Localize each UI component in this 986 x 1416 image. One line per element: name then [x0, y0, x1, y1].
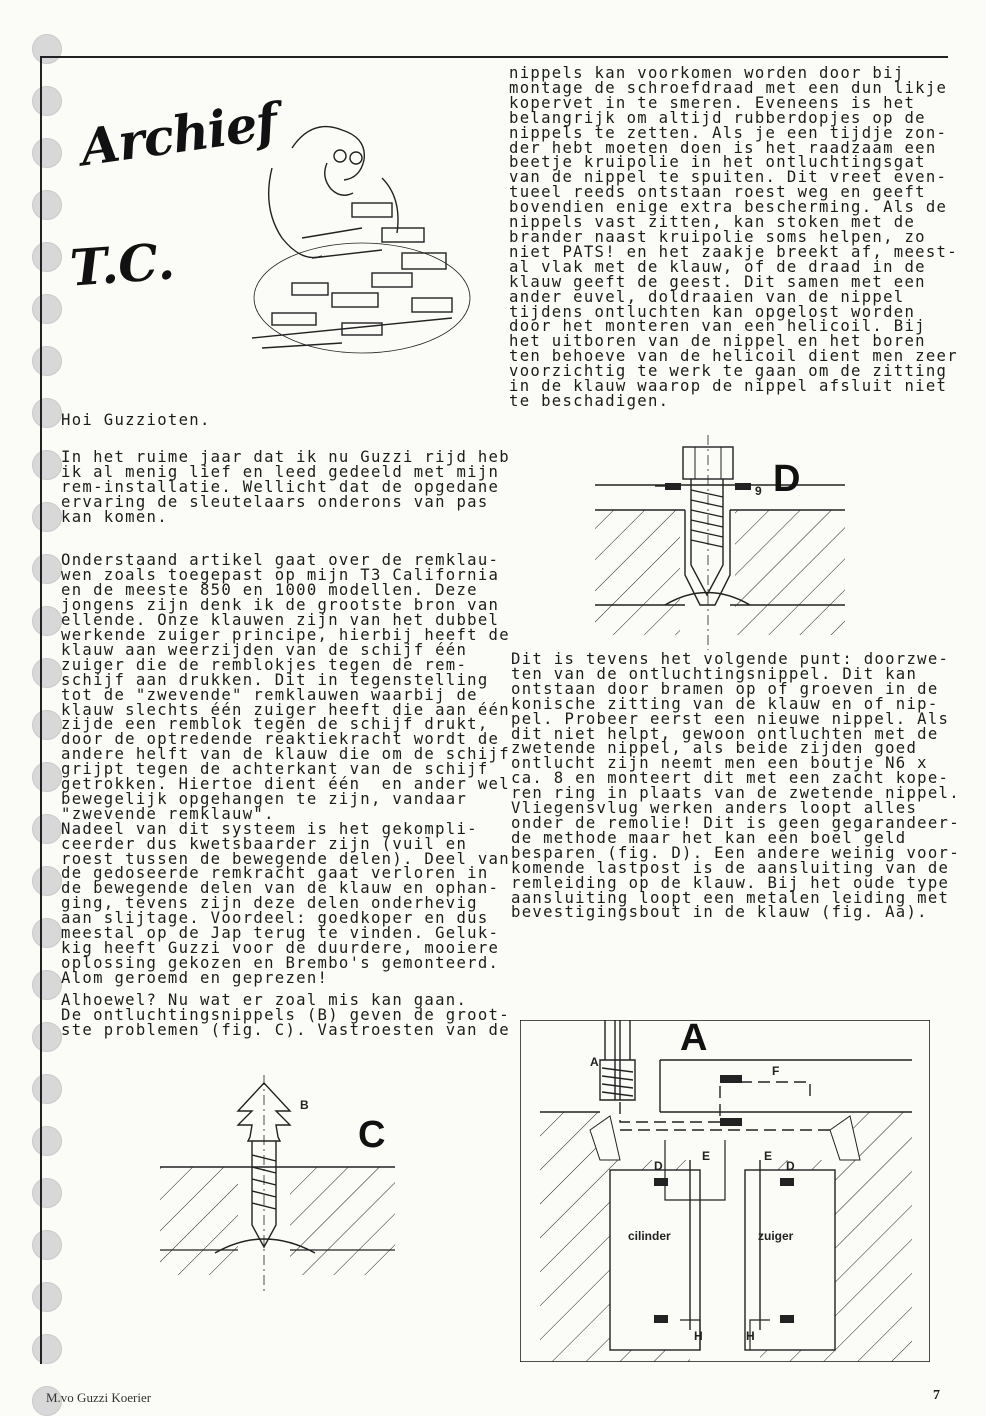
text-line: In het ruime jaar dat ik nu Guzzi rijd heb [61, 447, 510, 466]
figure-a-label-e-right: E [764, 1149, 773, 1163]
text-line: de bewegende delen van de klauw en ophan- [61, 879, 500, 898]
figure-c-bleed-nipple [160, 1075, 395, 1305]
footer-magazine-name: M.vo Guzzi Koerier [46, 1390, 152, 1405]
text-line: konische zitting van de klauw en of nip- [511, 694, 939, 713]
text-line: aansluiting loopt een metalen leiding met [511, 888, 950, 907]
figure-a-label-e-left: E [702, 1149, 711, 1163]
title-tc: T.C. [68, 231, 177, 298]
text-line: Vliegensvlug werken anders loopt alles [511, 799, 918, 818]
text-line: Alom geroemd en geprezen! [61, 968, 329, 987]
text-line: remleiding op de klauw. Bij het oude type [511, 873, 950, 892]
text-line: jongens zijn denk ik de grootste bron van [61, 596, 500, 615]
text-line: ervaring de sleutelaars onderons van pas [61, 492, 489, 511]
figure-a-letter: A [680, 1020, 708, 1059]
footer-page-number: 7 [933, 1388, 940, 1403]
text-line: niet PATS! en het zaakje breekt af, meest- [509, 242, 958, 261]
text-line: ste problemen (fig. C). Vastroesten van de [61, 1020, 510, 1039]
text-line: ander euvel, doldraaien van de nippel [509, 287, 905, 306]
figure-a-label-h-left: H [694, 1329, 703, 1343]
text-line: kopervet in te smeren. Eveneens is het [509, 93, 916, 112]
figure-a-label-d-right: D [786, 1159, 795, 1173]
closing-paragraph [61, 990, 510, 1039]
text-line: ging, tevens zijn deze delen onderhevig [61, 894, 478, 913]
text-line: werkende zuiger principe, hierbij heeft de [61, 625, 510, 644]
text-line: aan slijtage. Voordeel: goedkoper en dus [61, 909, 489, 928]
title-archief: Archief [76, 91, 281, 178]
text-line: bewegelijk opgehangen te zijn, vandaar [61, 789, 468, 808]
right-column-bottom [511, 650, 960, 922]
text-line: andere helft van de klauw die om de schijf [61, 745, 510, 764]
text-line: voorzichtig te werk te gaan om de zitting [509, 362, 948, 381]
text-line: der hebt moeten doen is het raadzaam een [509, 138, 937, 157]
text-line: kig heeft Guzzi voor de duurdere, mooiere [61, 939, 500, 957]
text-line: getrokken. Hiertoe dient één en ander wel [61, 775, 510, 794]
text-line: door de optredende reaktiekracht wordt de [61, 730, 500, 749]
text-line: klauw aan weerzijden van de schijf één [61, 640, 468, 659]
text-line: ren ring in plaats van de zwetende nippel. [511, 784, 960, 803]
figure-a-label-a-small: A [590, 1055, 599, 1069]
text-line: onder de remolie! Dit is geen gegarandeer- [511, 813, 960, 832]
text-line: roest tussen de bewegende delen). Deel van [61, 849, 510, 868]
text-line: nippels kan voorkomen worden door bij [509, 64, 905, 82]
text-line: brander naast kruipolie soms helpen, zo [509, 227, 926, 246]
right-top-paragraph [509, 64, 958, 410]
text-line: ik al menig lief en leed gedeeld met mijn [61, 462, 500, 481]
figure-a-label-d-left: D [654, 1159, 663, 1173]
text-line: klauw slechts één zuiger heeft die aan één [61, 700, 510, 719]
text-line: ontstaan door bramen op of groeven in de [511, 679, 939, 698]
text-line: ontlucht zijn neemt men een boutje N6 x [511, 754, 928, 773]
text-line: Nadeel van dit systeem is het gekompli- [61, 819, 478, 838]
figure-d-label-9: 9 [755, 484, 762, 498]
text-line: zijde een remblok tegen de schijf drukt, [61, 715, 489, 734]
text-line: zuiger die de remblokjes tegen de rem- [61, 655, 468, 674]
text-line: grijpt tegen de achterkant van de schijf [61, 760, 489, 779]
text-line: beetje kruipolie in het ontluchtingsgat [509, 153, 926, 172]
right-column-top [509, 64, 958, 410]
body-paragraph [61, 551, 510, 987]
text-line: tueel reeds ontstaan roest weg en geeft [509, 183, 926, 202]
figure-d-bleed-nipple-bolt [595, 435, 845, 650]
text-line: "zwevende remklauw". [61, 804, 275, 823]
text-line: tijdens ontluchten kan opgelost worden [509, 302, 916, 321]
text-line: de methode maar het kan een boel geld [511, 828, 907, 847]
text-line: montage de schroefdraad met een dun likje [509, 78, 948, 97]
text-line: ellende. Onze klauwen zijn van het dubbel [61, 611, 500, 630]
text-line: de gedoseerde remkracht gaat verloren in [61, 864, 489, 883]
text-line: ten behoeve van de helicoil dient men zeer [509, 347, 958, 366]
archive-cartoon-illustration [232, 108, 472, 358]
text-line: belangrijk om altijd rubberdopjes op de [509, 108, 926, 127]
text-line: dit niet helpt, gewoon ontluchten met de [511, 724, 939, 743]
text-line: door het monteren van een helicoil. Bij [509, 317, 926, 336]
text-line: klauw geeft de geest. Dit samen met een [509, 272, 926, 291]
text-line: het uitboren van de nippel en het boren [509, 332, 926, 351]
text-line: nippels te zetten. Als je een tijdje zon- [509, 123, 948, 142]
figure-d-letter: D [773, 458, 801, 500]
text-line: komende lastpost is de aansluiting van de [511, 858, 950, 877]
right-bottom-paragraph [511, 650, 960, 922]
text-line: schijf aan drukken. Dit in tegenstelling [61, 670, 489, 689]
figure-a-label-zuiger: zuiger [758, 1229, 794, 1243]
greeting: Hoi Guzzioten. [61, 411, 211, 429]
text-line: De ontluchtingsnippels (B) geven de groot- [61, 1005, 510, 1024]
text-line: ca. 8 en monteert dit met een zacht kope- [511, 769, 950, 788]
text-line: nippels vast zitten, kan stoken met de [509, 213, 916, 232]
text-line: Dit is tevens het volgende punt: doorzwe- [511, 650, 950, 668]
text-line: al vlak met de klauw, of de draad in de [509, 257, 926, 276]
text-line: oplossing gekozen en Brembo's gemonteerd. [61, 953, 500, 972]
figure-c-letter: C [358, 1114, 386, 1156]
text-line: ten van de ontluchtingsnippel. Dit kan [511, 664, 918, 683]
figure-a-label-h-right: H [746, 1329, 755, 1343]
figure-c-label-b: B [300, 1098, 309, 1112]
text-line: besparen (fig. D). Een andere weinig voor- [511, 843, 960, 862]
figure-a-label-cilinder: cilinder [628, 1229, 671, 1243]
text-line: ceerder dus kwetsbaarder zijn (vuil en [61, 834, 468, 853]
figure-a-label-f: F [772, 1064, 780, 1078]
text-line: bovendien enige extra bescherming. Als de [509, 198, 948, 217]
text-line: en de meeste 850 en 1000 modellen. Deze [61, 581, 478, 600]
text-line: tot de "zwevende" remklauwen waarbij de [61, 685, 478, 704]
text-line: Onderstaand artikel gaat over de remklau- [61, 551, 500, 570]
text-line: Alhoewel? Nu wat er zoal mis kan gaan. [61, 990, 468, 1009]
text-line: pel. Probeer eerst een nieuwe nippel. Als [511, 709, 950, 728]
text-line: kan komen. [61, 507, 168, 526]
figure-a-caliper-section [520, 1020, 930, 1362]
text-line: zwetende nippel, als beide zijden goed [511, 739, 918, 758]
left-column [61, 411, 510, 1039]
text-line: te beschadigen. [509, 391, 670, 410]
text-line: meestal op de Jap terug te vinden. Geluk- [61, 924, 500, 943]
text-line: in de klauw waarop de nippel afsluit niet [509, 377, 948, 396]
text-line: rem-installatie. Wellicht dat de opgedane [61, 477, 500, 496]
text-line: van de nippel te spuiten. Dit vreet even- [509, 168, 948, 187]
text-line: wen zoals toegepast op mijn T3 California [61, 566, 500, 585]
text-line: bevestigingsbout in de klauw (fig. Aa). [511, 903, 928, 922]
intro-paragraph [61, 447, 510, 526]
